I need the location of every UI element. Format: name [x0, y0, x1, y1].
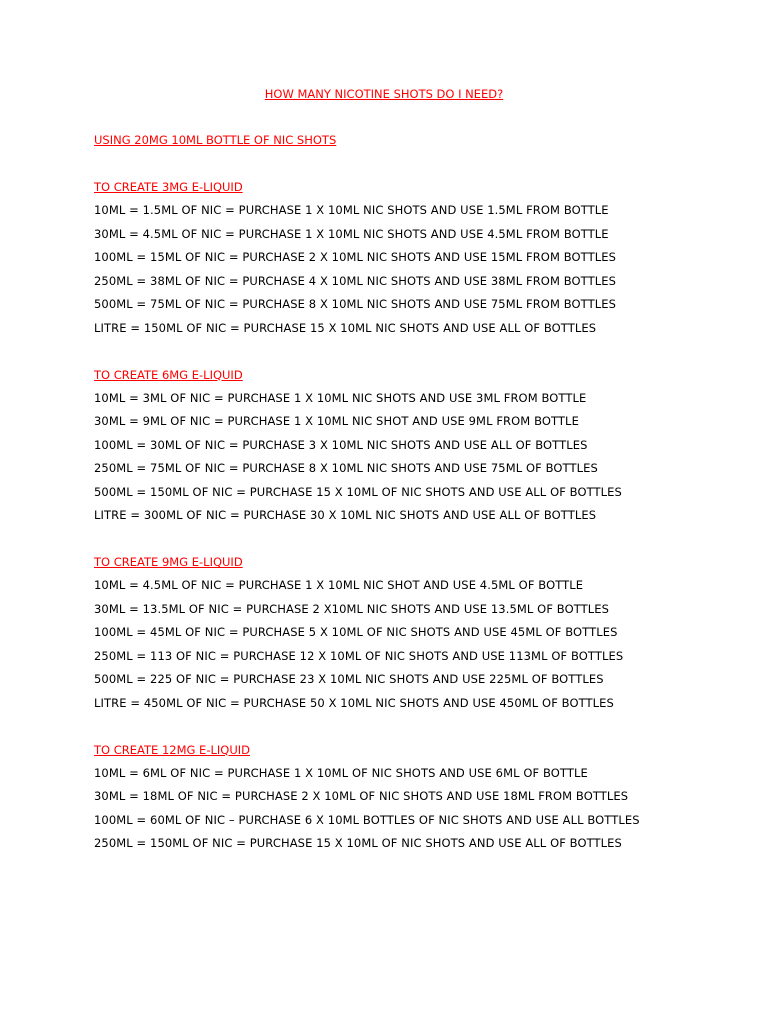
document-body [94, 133, 694, 883]
dosage-line: 100ML = 45ML OF NIC = PURCHASE 5 X 10ML OF NIC SHOTS AND USE 45ML OF BOTTLES [94, 625, 618, 639]
dosage-line: LITRE = 150ML OF NIC = PURCHASE 15 X 10ML NIC SHOTS AND USE ALL OF BOTTLES [94, 320, 597, 335]
dosage-line: 100ML = 30ML OF NIC = PURCHASE 3 X 10ML NIC SHOTS AND USE ALL OF BOTTLES [94, 437, 588, 452]
section-9mg [94, 555, 694, 710]
dosage-line: 250ML = 150ML OF NIC = PURCHASE 15 X 10ML OF NIC SHOTS AND USE ALL OF BOTTLES [94, 836, 622, 850]
section-heading: TO CREATE 9MG E-LIQUID [94, 555, 243, 569]
dosage-line: LITRE = 300ML OF NIC = PURCHASE 30 X 10ML NIC SHOTS AND USE ALL OF BOTTLES [94, 508, 597, 522]
dosage-line: 500ML = 75ML OF NIC = PURCHASE 8 X 10ML NIC SHOTS AND USE 75ML FROM BOTTLES [94, 297, 616, 311]
dosage-line: 10ML = 4.5ML OF NIC = PURCHASE 1 X 10ML NIC SHOT AND USE 4.5ML OF BOTTLE [94, 578, 584, 592]
dosage-line: LITRE = 450ML OF NIC = PURCHASE 50 X 10ML NIC SHOTS AND USE 450ML OF BOTTLES [94, 695, 614, 710]
dosage-line: 10ML = 6ML OF NIC = PURCHASE 1 X 10ML OF NIC SHOTS AND USE 6ML OF BOTTLE [94, 765, 588, 780]
dosage-line: 100ML = 15ML OF NIC = PURCHASE 2 X 10ML NIC SHOTS AND USE 15ML FROM BOTTLES [94, 250, 616, 264]
document-title: HOW MANY NICOTINE SHOTS DO I NEED? [264, 87, 504, 101]
dosage-line: 30ML = 9ML OF NIC = PURCHASE 1 X 10ML NIC SHOT AND USE 9ML FROM BOTTLE [94, 414, 579, 428]
dosage-line: 10ML = 1.5ML OF NIC = PURCHASE 1 X 10ML NIC SHOTS AND USE 1.5ML FROM BOTTLE [94, 203, 609, 217]
dosage-line: 100ML = 60ML OF NIC – PURCHASE 6 X 10ML BOTTLES OF NIC SHOTS AND USE ALL BOTTLES [94, 812, 640, 827]
section-heading: TO CREATE 3MG E-LIQUID [94, 180, 243, 194]
section-3mg [94, 180, 694, 335]
dosage-line: 250ML = 75ML OF NIC = PURCHASE 8 X 10ML NIC SHOTS AND USE 75ML OF BOTTLES [94, 461, 598, 475]
section-12mg [94, 743, 694, 851]
dosage-line: 500ML = 150ML OF NIC = PURCHASE 15 X 10ML OF NIC SHOTS AND USE ALL OF BOTTLES [94, 484, 622, 499]
section-heading: TO CREATE 6MG E-LIQUID [94, 367, 243, 382]
dosage-line: 30ML = 4.5ML OF NIC = PURCHASE 1 X 10ML NIC SHOTS AND USE 4.5ML FROM BOTTLE [94, 226, 609, 241]
section-heading: TO CREATE 12MG E-LIQUID [94, 742, 250, 757]
dosage-line: 500ML = 225 OF NIC = PURCHASE 23 X 10ML NIC SHOTS AND USE 225ML OF BOTTLES [94, 672, 604, 686]
section-6mg [94, 368, 694, 523]
dosage-line: 250ML = 38ML OF NIC = PURCHASE 4 X 10ML NIC SHOTS AND USE 38ML FROM BOTTLES [94, 273, 616, 288]
dosage-line: 30ML = 18ML OF NIC = PURCHASE 2 X 10ML OF NIC SHOTS AND USE 18ML FROM BOTTLES [94, 789, 629, 803]
dosage-line: 30ML = 13.5ML OF NIC = PURCHASE 2 X10ML NIC SHOTS AND USE 13.5ML OF BOTTLES [94, 601, 610, 616]
dosage-line: 10ML = 3ML OF NIC = PURCHASE 1 X 10ML NIC SHOTS AND USE 3ML FROM BOTTLE [94, 390, 587, 405]
document-subtitle: USING 20MG 10ML BOTTLE OF NIC SHOTS [94, 133, 337, 147]
dosage-line: 250ML = 113 OF NIC = PURCHASE 12 X 10ML OF NIC SHOTS AND USE 113ML OF BOTTLES [94, 648, 624, 663]
